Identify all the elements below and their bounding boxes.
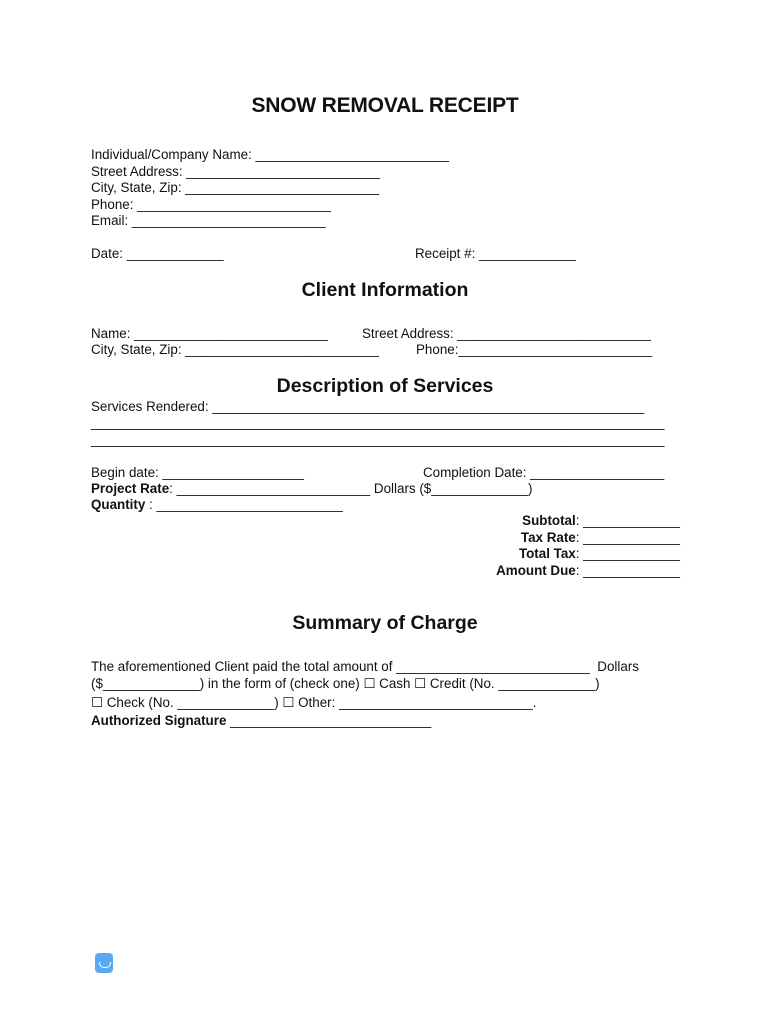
completion-date-field[interactable]: Completion Date: __________________ xyxy=(423,465,665,480)
app-logo-icon xyxy=(95,953,113,973)
company-city-field[interactable]: City, State, Zip: __________________________ xyxy=(91,180,379,195)
amount-due-field[interactable] xyxy=(496,563,680,579)
client-name-field[interactable]: Name: __________________________ xyxy=(91,326,328,341)
amount-due-blank: : _____________ xyxy=(575,563,680,578)
company-name-field[interactable]: Individual/Company Name: __________________________ xyxy=(91,147,450,162)
subtotal-blank: : _____________ xyxy=(575,513,680,528)
total-tax-label: Total Tax xyxy=(518,546,576,561)
payment-method-line[interactable]: ($_____________) in the form of (check one) ☐ Cash ☐ Credit (No. _____________) xyxy=(91,676,600,691)
total-tax-field[interactable] xyxy=(519,546,680,562)
amount-due-label: Amount Due xyxy=(496,563,576,578)
company-street-field[interactable]: Street Address: __________________________ xyxy=(91,164,380,179)
tax-rate-field[interactable] xyxy=(521,530,680,546)
quantity-blank: : _________________________ xyxy=(145,497,343,512)
summary-amount-line[interactable]: The aforementioned Client paid the total amount of __________________________ Dollars xyxy=(91,659,639,674)
project-rate-field[interactable] xyxy=(91,481,533,497)
services-blank-line-1[interactable]: _____________________________________________________________________________ xyxy=(91,415,665,430)
tax-rate-label: Tax Rate xyxy=(520,530,576,545)
authorized-signature-field[interactable] xyxy=(91,713,431,729)
company-phone-field[interactable]: Phone: __________________________ xyxy=(91,197,331,212)
tax-rate-blank: : _____________ xyxy=(575,530,680,545)
client-city-field[interactable]: City, State, Zip: __________________________ xyxy=(91,342,379,357)
services-blank-line-2[interactable]: _____________________________________________________________________________ xyxy=(91,432,665,447)
total-tax-blank: : _____________ xyxy=(575,546,680,561)
page-title: SNOW REMOVAL RECEIPT xyxy=(251,94,519,117)
signature-label: Authorized Signature xyxy=(91,713,227,728)
description-of-services-heading: Description of Services xyxy=(276,375,494,397)
begin-date-field[interactable]: Begin date: ___________________ xyxy=(91,465,304,480)
receipt-number-field[interactable]: Receipt #: _____________ xyxy=(415,246,576,261)
project-rate-blank: : __________________________ Dollars ($_____________) xyxy=(169,481,533,496)
date-field[interactable]: Date: _____________ xyxy=(91,246,224,261)
summary-of-charge-heading: Summary of Charge xyxy=(292,612,478,634)
quantity-field[interactable] xyxy=(91,497,343,513)
client-information-heading: Client Information xyxy=(301,279,469,301)
subtotal-label: Subtotal xyxy=(522,513,576,528)
services-rendered-field[interactable]: Services Rendered: __________________________________________________________ xyxy=(91,399,645,414)
check-other-line[interactable]: ☐ Check (No. _____________) ☐ Other: __________________________. xyxy=(91,695,537,710)
company-email-field[interactable]: Email: __________________________ xyxy=(91,213,326,228)
signature-blank: ___________________________ xyxy=(226,713,432,728)
project-rate-label: Project Rate xyxy=(91,481,170,496)
client-street-field[interactable]: Street Address: __________________________ xyxy=(362,326,651,341)
quantity-label: Quantity xyxy=(91,497,146,512)
client-phone-field[interactable]: Phone:__________________________ xyxy=(416,342,653,357)
subtotal-field[interactable] xyxy=(522,513,680,529)
